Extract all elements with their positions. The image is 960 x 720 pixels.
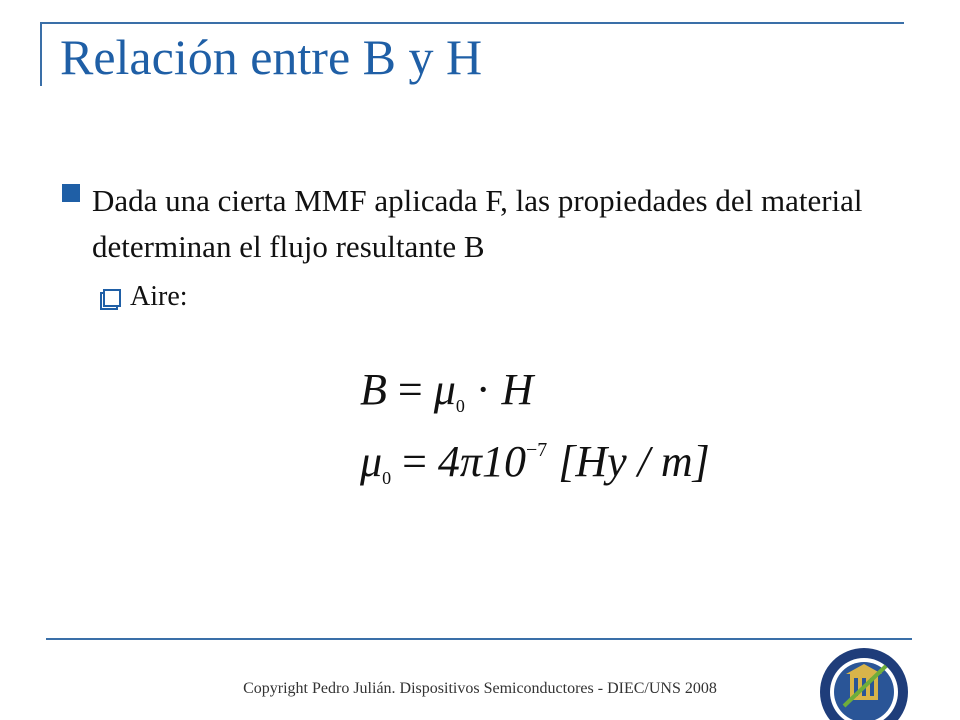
eq1-rhs: H	[501, 365, 534, 414]
footer-copyright: Copyright Pedro Julián. Dispositivos Semiconductores - DIEC/UNS 2008	[243, 680, 717, 697]
eq2-coef: 4π10	[437, 437, 526, 486]
eq1-dot: ·	[475, 365, 491, 414]
eq2-mu: μ	[360, 437, 383, 486]
equation-mu0	[360, 436, 710, 489]
eq2-exp: −7	[525, 439, 548, 461]
slide-title: Relación entre B y H	[60, 29, 483, 85]
equation-b-h	[360, 364, 533, 417]
eq1-mu: μ	[433, 365, 456, 414]
eq2-unit: [Hy / m]	[558, 437, 710, 486]
checkbox-icon	[100, 285, 122, 311]
filled-square-icon	[62, 184, 80, 202]
sub-bullet-text: Aire:	[130, 281, 188, 312]
eq1-equals: =	[397, 365, 423, 414]
university-seal-logo	[816, 644, 912, 720]
bullet-text: Dada una cierta MMF aplicada F, las propiedades del material determinan el flujo resultante B	[92, 183, 863, 264]
eq1-lhs: B	[360, 365, 387, 414]
eq2-sub: 0	[382, 468, 392, 488]
eq2-equals: =	[402, 437, 427, 486]
eq1-sub: 0	[455, 396, 465, 416]
header-rule-left	[40, 22, 42, 86]
header-rule-top	[40, 22, 904, 24]
footer-rule	[46, 638, 912, 640]
